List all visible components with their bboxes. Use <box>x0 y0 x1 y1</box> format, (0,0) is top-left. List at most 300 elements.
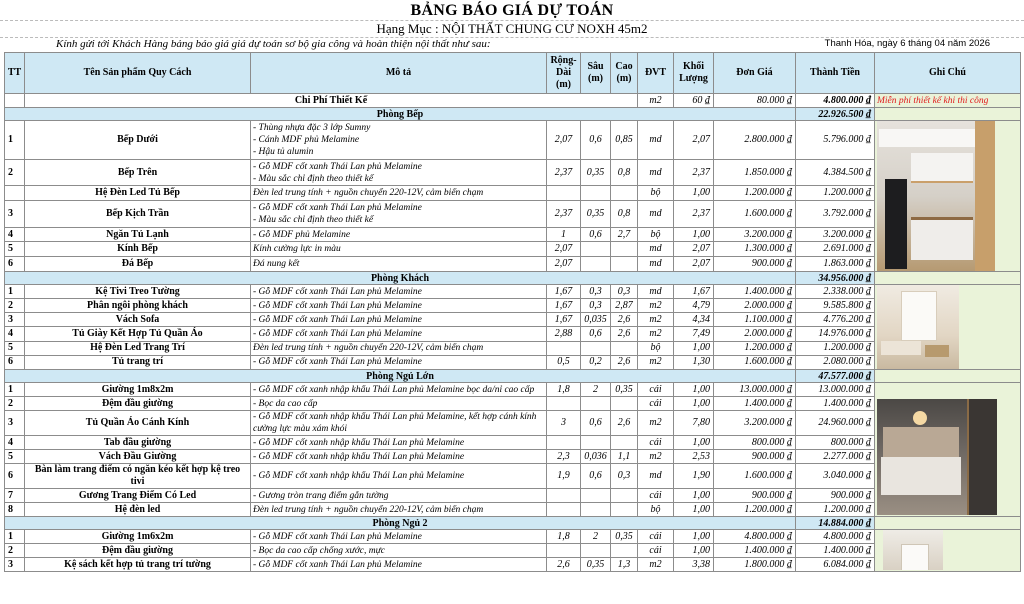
cell-rong <box>547 503 581 517</box>
cell-tt: 1 <box>5 383 25 397</box>
cell-thanhtien: 1.863.000 ₫ <box>796 257 875 272</box>
cell-desc: - Gỗ MDF cốt xanh nhập khẩu Thái Lan phủ Melamine <box>251 450 547 464</box>
cell-dvt: md <box>638 464 674 489</box>
cell-sau: 0,35 <box>581 201 611 227</box>
cell-rong <box>547 489 581 503</box>
cell-name: Hệ Đèn Led Tủ Bếp <box>25 186 251 201</box>
bedroom-photo <box>877 399 997 515</box>
cell-sau <box>581 489 611 503</box>
cell-thanhtien: 24.960.000 ₫ <box>796 411 875 436</box>
cell-sau: 0,3 <box>581 299 611 313</box>
cell-desc: - Gỗ MDF cốt xanh Thái Lan phủ Melamine <box>251 299 547 313</box>
header-dongia: Đơn Giá <box>714 53 796 94</box>
cell-dvt: m2 <box>638 313 674 327</box>
cell-cao: 1,3 <box>611 558 638 572</box>
header-thanhtien: Thành Tiền <box>796 53 875 94</box>
cell-name: Đệm đầu giường <box>25 544 251 558</box>
cell-name: Gương Trang Điểm Có Led <box>25 489 251 503</box>
cell-thanhtien: 2.277.000 ₫ <box>796 450 875 464</box>
cell-kl: 3,38 <box>674 558 714 572</box>
cell-dvt: m2 <box>638 299 674 313</box>
header-tt: TT <box>5 53 25 94</box>
table-row <box>5 530 1021 544</box>
cell-dongia: 1.600.000 ₫ <box>714 355 796 369</box>
cell-name: Đá Bếp <box>25 257 251 272</box>
cell-name: Kệ Tivi Treo Tường <box>25 285 251 299</box>
photo-cell <box>875 121 1021 272</box>
cell-rong: 2,37 <box>547 160 581 186</box>
cell-thanhtien: 1.200.000 ₫ <box>796 341 875 355</box>
cell-kl: 4,34 <box>674 313 714 327</box>
cell-kl: 1,00 <box>674 530 714 544</box>
cell-sau <box>581 544 611 558</box>
table-row <box>5 489 1021 503</box>
design-row <box>5 94 1021 108</box>
cell-rong: 1 <box>547 227 581 242</box>
header-sau: Sâu (m) <box>581 53 611 94</box>
header-rong: Rộng-Dài (m) <box>547 53 581 94</box>
cell-name: Ngăn Tủ Lạnh <box>25 227 251 242</box>
cell-rong: 2,37 <box>547 201 581 227</box>
cell-thanhtien: 3.200.000 ₫ <box>796 227 875 242</box>
cell-sau: 0,035 <box>581 313 611 327</box>
header-kl: Khối Lượng <box>674 53 714 94</box>
design-kl: 60 ₫ <box>674 94 714 108</box>
cell-tt: 4 <box>5 227 25 242</box>
cell-dongia: 1.100.000 ₫ <box>714 313 796 327</box>
cell-tt: 3 <box>5 201 25 227</box>
cell-dvt: bộ <box>638 503 674 517</box>
quote-table <box>4 52 1021 572</box>
cell-desc: - Gỗ MDF cốt xanh nhập khẩu Thái Lan phủ Melamine <box>251 464 547 489</box>
cell-sau: 0,036 <box>581 450 611 464</box>
intro-line <box>0 37 1024 51</box>
cell-cao: 0,8 <box>611 201 638 227</box>
cell-desc: - Gỗ MDF cốt xanh nhập khẩu Thái Lan phủ Melamine bọc da/nỉ cao cấp <box>251 383 547 397</box>
section-name: Phòng Bếp <box>5 108 796 121</box>
cell-sau <box>581 503 611 517</box>
cell-tt: 3 <box>5 411 25 436</box>
cell-name: Vách Đầu Giường <box>25 450 251 464</box>
cell-cao <box>611 397 638 411</box>
cell-thanhtien: 1.200.000 ₫ <box>796 186 875 201</box>
cell-dongia: 1.600.000 ₫ <box>714 201 796 227</box>
cell-tt: 1 <box>5 285 25 299</box>
cell-kl: 1,00 <box>674 186 714 201</box>
cell-thanhtien: 2.338.000 ₫ <box>796 285 875 299</box>
cell-rong: 2,07 <box>547 257 581 272</box>
header-ghichu: Ghi Chú <box>875 53 1021 94</box>
cell-name: Giường 1m6x2m <box>25 530 251 544</box>
table-row <box>5 242 1021 257</box>
cell-cao: 0,35 <box>611 383 638 397</box>
cell-rong: 1,9 <box>547 464 581 489</box>
cell-thanhtien: 4.384.500 ₫ <box>796 160 875 186</box>
cell-cao <box>611 503 638 517</box>
cell-kl: 1,00 <box>674 489 714 503</box>
header-row <box>5 53 1021 94</box>
table-row <box>5 464 1021 489</box>
cell-rong: 2,6 <box>547 558 581 572</box>
header-desc: Mô tả <box>251 53 547 94</box>
bedroom-2-photo <box>883 530 943 570</box>
header-dvt: ĐVT <box>638 53 674 94</box>
cell-rong: 2,3 <box>547 450 581 464</box>
cell-tt: 1 <box>5 121 25 160</box>
cell-kl: 2,07 <box>674 121 714 160</box>
section-header-row <box>5 517 1021 530</box>
table-row <box>5 436 1021 450</box>
cell-kl: 7,80 <box>674 411 714 436</box>
cell-tt: 8 <box>5 503 25 517</box>
section-total: 22.926.500 ₫ <box>796 108 875 121</box>
cell-desc: - Gỗ MDF cốt xanh nhập khẩu Thái Lan phủ Melamine <box>251 436 547 450</box>
cell-tt: 2 <box>5 160 25 186</box>
table-row <box>5 285 1021 299</box>
cell-tt: 4 <box>5 436 25 450</box>
cell-kl: 2,53 <box>674 450 714 464</box>
cell-dongia: 1.400.000 ₫ <box>714 397 796 411</box>
cell-tt: 7 <box>5 489 25 503</box>
design-dvt: m2 <box>638 94 674 108</box>
cell-kl: 2,37 <box>674 201 714 227</box>
cell-tt: 6 <box>5 257 25 272</box>
cell-kl: 7,49 <box>674 327 714 341</box>
cell-name: Giường 1m8x2m <box>25 383 251 397</box>
cell-tt: 1 <box>5 530 25 544</box>
cell-rong: 1,67 <box>547 285 581 299</box>
cell-cao: 2,6 <box>611 313 638 327</box>
intro-text: Kính gửi tới Khách Hàng bảng báo giá giá dự toán sơ bộ gia công và hoàn thiện nội thất như sau: <box>56 38 491 50</box>
cell-dongia: 2.800.000 ₫ <box>714 121 796 160</box>
cell-sau: 0,6 <box>581 327 611 341</box>
cell-sau: 0,3 <box>581 285 611 299</box>
table-row <box>5 355 1021 369</box>
photo-cell <box>875 285 1021 370</box>
cell-rong <box>547 544 581 558</box>
cell-dvt: cái <box>638 397 674 411</box>
cell-dongia: 1.600.000 ₫ <box>714 464 796 489</box>
cell-dvt: cái <box>638 530 674 544</box>
cell-name: Tab đầu giường <box>25 436 251 450</box>
cell-kl: 4,79 <box>674 299 714 313</box>
table-row <box>5 257 1021 272</box>
table-row <box>5 299 1021 313</box>
cell-tt <box>5 186 25 201</box>
table-row <box>5 411 1021 436</box>
design-note: Miễn phí thiết kế khi thi công <box>875 94 1021 108</box>
cell-dongia: 1.400.000 ₫ <box>714 285 796 299</box>
cell-kl: 1,30 <box>674 355 714 369</box>
table-row <box>5 227 1021 242</box>
cell-dongia: 13.000.000 ₫ <box>714 383 796 397</box>
cell-desc: - Gỗ MDF cốt xanh Thái Lan phủ Melamine <box>251 327 547 341</box>
cell-sau <box>581 436 611 450</box>
cell-cao: 2,6 <box>611 411 638 436</box>
photo-cell <box>875 383 1021 517</box>
cell-dvt: bộ <box>638 227 674 242</box>
cell-desc: - Gương tròn trang điểm gắn tường <box>251 489 547 503</box>
cell-sau: 0,6 <box>581 411 611 436</box>
cell-rong: 1,67 <box>547 299 581 313</box>
cell-kl: 1,00 <box>674 383 714 397</box>
cell-desc: Đèn led trung tính + nguồn chuyển 220-12V, cảm biến chạm <box>251 186 547 201</box>
cell-dvt: cái <box>638 489 674 503</box>
cell-tt: 3 <box>5 558 25 572</box>
cell-dongia: 1.200.000 ₫ <box>714 341 796 355</box>
cell-dongia: 1.200.000 ₫ <box>714 503 796 517</box>
cell-rong: 0,5 <box>547 355 581 369</box>
cell-thanhtien: 13.000.000 ₫ <box>796 383 875 397</box>
section-header-row <box>5 108 1021 121</box>
kitchen-photo <box>877 121 995 271</box>
cell-desc: - Gỗ MDF phủ Melamine <box>251 227 547 242</box>
cell-name: Hệ đèn led <box>25 503 251 517</box>
cell-thanhtien: 3.040.000 ₫ <box>796 464 875 489</box>
cell-desc: Đèn led trung tính + nguồn chuyển 220-12V, cảm biến chạm <box>251 341 547 355</box>
cell-desc: - Gỗ MDF cốt xanh Thái Lan phủ Melamine <box>251 355 547 369</box>
cell-desc: Kính cường lực in màu <box>251 242 547 257</box>
cell-cao: 2,87 <box>611 299 638 313</box>
section-name: Phòng Ngủ 2 <box>5 517 796 530</box>
cell-desc: Đá nung kết <box>251 257 547 272</box>
table-row <box>5 160 1021 186</box>
cell-desc: - Gỗ MDF cốt xanh Thái Lan phủ Melamine - Màu sắc chỉ định theo thiết kế <box>251 201 547 227</box>
cell-thanhtien: 5.796.000 ₫ <box>796 121 875 160</box>
section-header-row <box>5 370 1021 383</box>
cell-thanhtien: 4.776.200 ₫ <box>796 313 875 327</box>
table-row <box>5 544 1021 558</box>
cell-kl: 2,07 <box>674 242 714 257</box>
cell-rong: 1,67 <box>547 313 581 327</box>
table-row <box>5 186 1021 201</box>
cell-name: Bếp Trên <box>25 160 251 186</box>
cell-desc: - Gỗ MDF cốt xanh Thái Lan phủ Melamine <box>251 313 547 327</box>
cell-kl: 2,07 <box>674 257 714 272</box>
cell-dongia: 4.800.000 ₫ <box>714 530 796 544</box>
cell-thanhtien: 2.691.000 ₫ <box>796 242 875 257</box>
cell-dvt: cái <box>638 544 674 558</box>
cell-sau: 2 <box>581 383 611 397</box>
cell-desc: Đèn led trung tính + nguồn chuyển 220-12V, cảm biến chạm <box>251 503 547 517</box>
cell-dvt: cái <box>638 383 674 397</box>
table-row <box>5 558 1021 572</box>
cell-cao: 0,85 <box>611 121 638 160</box>
cell-cao <box>611 186 638 201</box>
table-row <box>5 450 1021 464</box>
cell-kl: 1,00 <box>674 341 714 355</box>
cell-desc: - Bọc da cao cấp <box>251 397 547 411</box>
cell-cao <box>611 341 638 355</box>
cell-cao: 0,8 <box>611 160 638 186</box>
cell-dongia: 900.000 ₫ <box>714 257 796 272</box>
cell-desc: - Bọc da cao cấp chống xước, mực <box>251 544 547 558</box>
section-total: 34.956.000 ₫ <box>796 272 875 285</box>
cell-rong: 2,07 <box>547 242 581 257</box>
cell-cao: 0,3 <box>611 285 638 299</box>
cell-cao: 2,6 <box>611 355 638 369</box>
cell-kl: 1,00 <box>674 503 714 517</box>
cell-cao <box>611 242 638 257</box>
cell-sau: 0,35 <box>581 160 611 186</box>
design-name: Chi Phí Thiết Kế <box>25 94 638 108</box>
cell-kl: 2,37 <box>674 160 714 186</box>
cell-thanhtien: 9.585.800 ₫ <box>796 299 875 313</box>
cell-dongia: 1.800.000 ₫ <box>714 558 796 572</box>
table-row <box>5 503 1021 517</box>
cell-dvt: m2 <box>638 450 674 464</box>
cell-dvt: md <box>638 121 674 160</box>
cell-rong <box>547 341 581 355</box>
cell-cao: 2,6 <box>611 327 638 341</box>
cell-kl: 1,00 <box>674 397 714 411</box>
living-room-photo <box>877 285 959 369</box>
cell-thanhtien: 2.080.000 ₫ <box>796 355 875 369</box>
cell-cao: 0,35 <box>611 530 638 544</box>
cell-dvt: md <box>638 242 674 257</box>
cell-cao <box>611 436 638 450</box>
section-name: Phòng Khách <box>5 272 796 285</box>
cell-name: Vách Sofa <box>25 313 251 327</box>
cell-dvt: cái <box>638 436 674 450</box>
cell-dongia: 1.200.000 ₫ <box>714 186 796 201</box>
cell-sau: 0,6 <box>581 227 611 242</box>
cell-thanhtien: 6.084.000 ₫ <box>796 558 875 572</box>
table-row <box>5 121 1021 160</box>
cell-dvt: bộ <box>638 186 674 201</box>
document-subtitle: Hạng Mục : NỘI THẤT CHUNG CƯ NOXH 45m2 <box>0 20 1024 38</box>
cell-name: Hệ Đèn Led Trang Trí <box>25 341 251 355</box>
cell-dongia: 800.000 ₫ <box>714 436 796 450</box>
cell-kl: 1,00 <box>674 436 714 450</box>
table-row <box>5 201 1021 227</box>
cell-sau: 0,6 <box>581 464 611 489</box>
cell-kl: 1,00 <box>674 227 714 242</box>
cell-kl: 1,67 <box>674 285 714 299</box>
cell-tt: 5 <box>5 450 25 464</box>
cell-dongia: 1.850.000 ₫ <box>714 160 796 186</box>
cell-tt: 2 <box>5 299 25 313</box>
cell-dongia: 1.300.000 ₫ <box>714 242 796 257</box>
table-row <box>5 397 1021 411</box>
cell-desc: - Gỗ MDF cốt xanh Thái Lan phủ Melamine <box>251 558 547 572</box>
cell-sau: 0,35 <box>581 558 611 572</box>
cell-tt: 3 <box>5 313 25 327</box>
cell-dvt: m2 <box>638 411 674 436</box>
cell-name: Tủ Quần Áo Cánh Kính <box>25 411 251 436</box>
cell-dvt: m2 <box>638 355 674 369</box>
cell-sau <box>581 186 611 201</box>
cell-dongia: 2.000.000 ₫ <box>714 327 796 341</box>
cell-thanhtien: 1.400.000 ₫ <box>796 397 875 411</box>
cell-cao <box>611 544 638 558</box>
cell-rong: 3 <box>547 411 581 436</box>
cell-dongia: 900.000 ₫ <box>714 450 796 464</box>
cell-name: Kệ sách kết hợp tủ trang trí tường <box>25 558 251 572</box>
date-line: Thanh Hóa, ngày 6 tháng 04 năm 2026 <box>824 38 990 49</box>
cell-dvt: md <box>638 201 674 227</box>
section-header-row <box>5 272 1021 285</box>
cell-dvt: md <box>638 257 674 272</box>
cell-rong: 1,8 <box>547 383 581 397</box>
cell-tt: 2 <box>5 397 25 411</box>
cell-rong <box>547 397 581 411</box>
cell-cao: 2,7 <box>611 227 638 242</box>
cell-sau: 0,2 <box>581 355 611 369</box>
section-total: 47.577.000 ₫ <box>796 370 875 383</box>
cell-cao <box>611 257 638 272</box>
cell-dongia: 900.000 ₫ <box>714 489 796 503</box>
cell-sau: 0,6 <box>581 121 611 160</box>
cell-rong: 2,07 <box>547 121 581 160</box>
cell-name: Bàn làm trang điểm có ngăn kéo kết hợp kệ treo tivi <box>25 464 251 489</box>
header-cao: Cao (m) <box>611 53 638 94</box>
cell-rong <box>547 186 581 201</box>
cell-cao: 1,1 <box>611 450 638 464</box>
cell-desc: - Gỗ MDF cốt xanh Thái Lan phủ Melamine <box>251 530 547 544</box>
cell-tt: 4 <box>5 327 25 341</box>
cell-thanhtien: 4.800.000 ₫ <box>796 530 875 544</box>
cell-tt: 6 <box>5 355 25 369</box>
cell-thanhtien: 14.976.000 ₫ <box>796 327 875 341</box>
cell-dvt: md <box>638 285 674 299</box>
cell-tt: 5 <box>5 242 25 257</box>
cell-name: Bếp Kịch Trần <box>25 201 251 227</box>
cell-desc: - Gỗ MDF cốt xanh nhập khẩu Thái Lan phủ Melamine, kết hợp cánh kính cường lực màu xám khói <box>251 411 547 436</box>
cell-thanhtien: 900.000 ₫ <box>796 489 875 503</box>
cell-tt: 2 <box>5 544 25 558</box>
cell-tt: 6 <box>5 464 25 489</box>
cell-name: Bếp Dưới <box>25 121 251 160</box>
cell-cao: 0,3 <box>611 464 638 489</box>
cell-name: Phân ngôi phòng khách <box>25 299 251 313</box>
cell-sau <box>581 257 611 272</box>
design-thanhtien: 4.800.000 ₫ <box>796 94 875 108</box>
table-row <box>5 341 1021 355</box>
cell-thanhtien: 3.792.000 ₫ <box>796 201 875 227</box>
cell-name: Tủ Giày Kết Hợp Tủ Quần Áo <box>25 327 251 341</box>
cell-sau <box>581 242 611 257</box>
cell-dvt: md <box>638 160 674 186</box>
cell-name: Tủ trang trí <box>25 355 251 369</box>
cell-dvt: m2 <box>638 558 674 572</box>
cell-dongia: 2.000.000 ₫ <box>714 299 796 313</box>
cell-name: Kính Bếp <box>25 242 251 257</box>
cell-dvt: bộ <box>638 341 674 355</box>
photo-cell <box>875 530 1021 572</box>
cell-tt: 5 <box>5 341 25 355</box>
cell-thanhtien: 800.000 ₫ <box>796 436 875 450</box>
cell-sau <box>581 397 611 411</box>
cell-sau <box>581 341 611 355</box>
table-row <box>5 327 1021 341</box>
header-name: Tên Sản phẩm Quy Cách <box>25 53 251 94</box>
cell-dongia: 3.200.000 ₫ <box>714 411 796 436</box>
cell-thanhtien: 1.200.000 ₫ <box>796 503 875 517</box>
cell-dongia: 1.400.000 ₫ <box>714 544 796 558</box>
table-row <box>5 383 1021 397</box>
cell-rong <box>547 436 581 450</box>
cell-rong: 1,8 <box>547 530 581 544</box>
cell-kl: 1,00 <box>674 544 714 558</box>
cell-thanhtien: 1.400.000 ₫ <box>796 544 875 558</box>
section-total: 14.884.000 ₫ <box>796 517 875 530</box>
document-title: BẢNG BÁO GIÁ DỰ TOÁN <box>410 2 614 19</box>
cell-desc: - Gỗ MDF cốt xanh Thái Lan phủ Melamine <box>251 285 547 299</box>
cell-kl: 1,90 <box>674 464 714 489</box>
cell-name: Đệm đầu giường <box>25 397 251 411</box>
cell-rong: 2,88 <box>547 327 581 341</box>
